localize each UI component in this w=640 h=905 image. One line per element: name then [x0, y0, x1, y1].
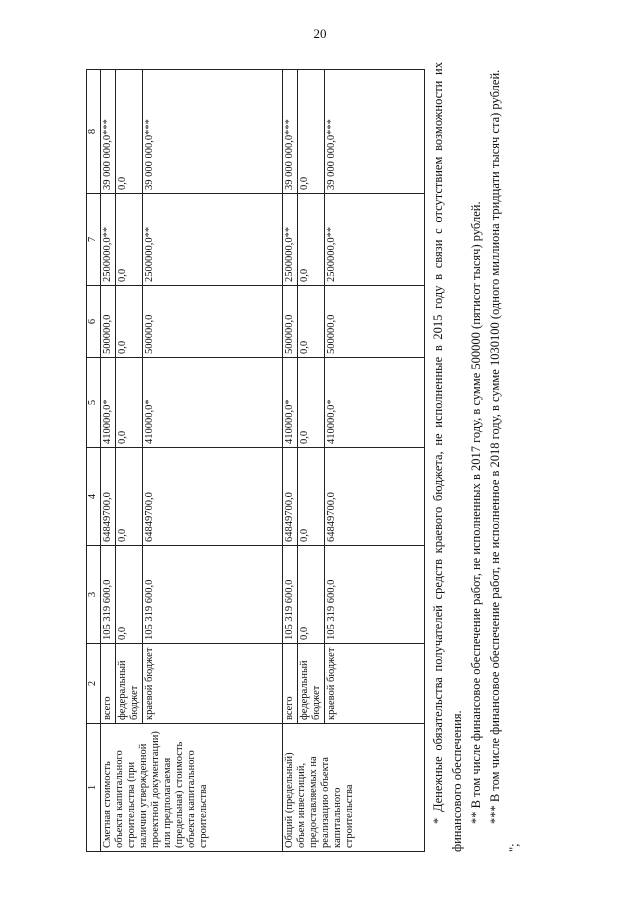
source-cell: федеральный бюджет: [298, 644, 325, 724]
value-cell: 0,0: [298, 286, 325, 358]
footnotes: [429, 62, 524, 852]
investment-table: [86, 69, 425, 852]
header-cell: 5: [87, 358, 101, 448]
value-cell: 64849700,0: [143, 448, 283, 546]
source-cell: краевой бюджет: [143, 644, 283, 724]
source-cell: федеральный бюджет: [116, 644, 143, 724]
value-cell: 0,0: [116, 358, 143, 448]
value-cell: 500000,0: [143, 286, 283, 358]
value-cell: 64849700,0: [325, 448, 425, 546]
value-cell: 39 000 000,0***: [143, 70, 283, 194]
value-cell: 0,0: [298, 194, 325, 286]
table-row: [101, 70, 116, 852]
value-cell: 410000,0*: [325, 358, 425, 448]
value-cell: 0,0: [116, 70, 143, 194]
footnote-1: * Денежные обязательства получателей средств краевого бюджета, не исполненные в 2015 году в связи с отсутствием возможности их финансового обеспечения.: [431, 62, 464, 852]
rotated-page-content: [86, 62, 526, 852]
value-cell: 39 000 000,0***: [101, 70, 116, 194]
source-cell: всего: [283, 644, 298, 724]
value-cell: 500000,0: [325, 286, 425, 358]
value-cell: 39 000 000,0***: [325, 70, 425, 194]
header-cell: 1: [87, 724, 101, 852]
value-cell: 64849700,0: [283, 448, 298, 546]
header-cell: 6: [87, 286, 101, 358]
value-cell: 410000,0*: [143, 358, 283, 448]
value-cell: 0,0: [298, 70, 325, 194]
value-cell: 105 319 600,0: [283, 546, 298, 644]
header-cell: 7: [87, 194, 101, 286]
value-cell: 0,0: [116, 194, 143, 286]
source-cell: краевой бюджет: [325, 644, 425, 724]
value-cell: 0,0: [298, 448, 325, 546]
value-cell: 0,0: [116, 448, 143, 546]
value-cell: 410000,0*: [283, 358, 298, 448]
value-cell: 0,0: [116, 286, 143, 358]
value-cell: 105 319 600,0: [325, 546, 425, 644]
table-row: [283, 70, 298, 852]
header-cell: 8: [87, 70, 101, 194]
header-cell: 3: [87, 546, 101, 644]
value-cell: 2500000,0**: [325, 194, 425, 286]
header-row: [87, 70, 101, 852]
source-cell: всего: [101, 644, 116, 724]
header-cell: 4: [87, 448, 101, 546]
closing-quote: ";: [507, 843, 521, 852]
value-cell: 500000,0: [283, 286, 298, 358]
value-cell: 39 000 000,0***: [283, 70, 298, 194]
value-cell: 500000,0: [101, 286, 116, 358]
value-cell: 105 319 600,0: [143, 546, 283, 644]
footnote-2: ** В том числе финансовое обеспечение работ, не исполненных в 2017 году, в сумме 500000 (пятисот тысяч) рублей.: [469, 201, 483, 824]
value-cell: 2500000,0**: [283, 194, 298, 286]
value-cell: 105 319 600,0: [101, 546, 116, 644]
value-cell: 0,0: [298, 358, 325, 448]
value-cell: 0,0: [116, 546, 143, 644]
header-cell: 2: [87, 644, 101, 724]
value-cell: 2500000,0**: [143, 194, 283, 286]
group-label: Сметная стоимость объекта капитального строительства (при наличии утвержденной проектной документации) или предполагаемая (предельная) стоимость объекта капитального строительства: [101, 724, 283, 852]
value-cell: 0,0: [298, 546, 325, 644]
group-label: Общий (предельный) объем инвестиций, предоставляемых на реализацию объекта капитального строительства: [283, 724, 425, 852]
value-cell: 410000,0*: [101, 358, 116, 448]
footnote-3: *** В том числе финансовое обеспечение работ, не исполненное в 2018 году, в сумме 1030100 (одного миллиона тридцати тысяч ста) рублей.: [488, 69, 502, 824]
value-cell: 64849700,0: [101, 448, 116, 546]
value-cell: 2500000,0**: [101, 194, 116, 286]
page-number: 20: [313, 26, 327, 41]
